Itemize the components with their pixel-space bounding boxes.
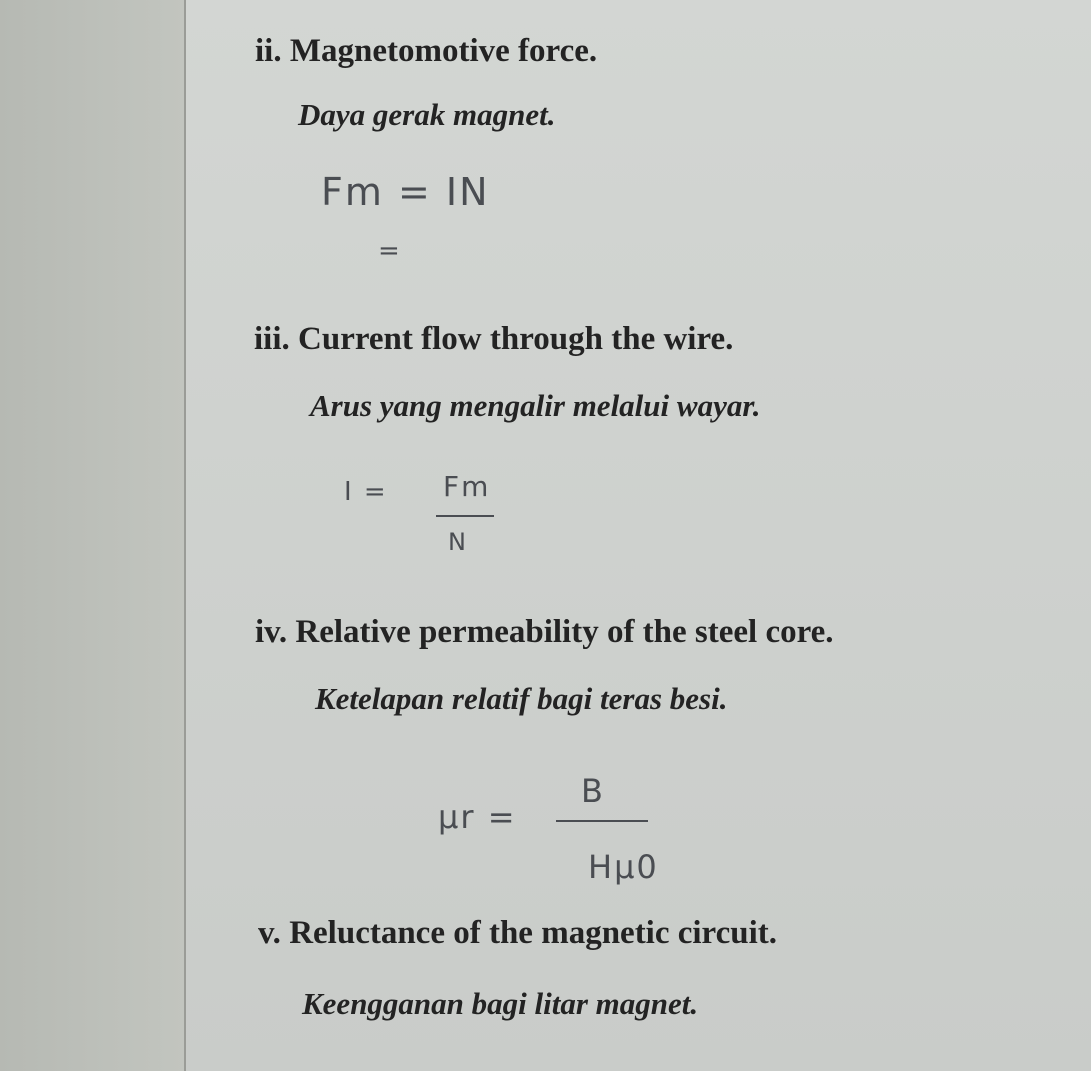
answer-iii-lhs: I = bbox=[344, 477, 388, 507]
question-ii-number: ii. bbox=[255, 33, 282, 69]
answer-ii-continuation: = bbox=[378, 236, 402, 266]
question-iii-number: iii. bbox=[254, 321, 290, 357]
question-iii-heading bbox=[254, 321, 733, 358]
question-iv-title: Relative permeability of the steel core. bbox=[295, 614, 834, 650]
answer-iv-denominator: Hμ0 bbox=[588, 848, 659, 886]
question-iii-title: Current flow through the wire. bbox=[298, 321, 734, 357]
question-v-heading bbox=[258, 915, 777, 952]
answer-iii-numerator: Fm bbox=[443, 470, 491, 503]
question-ii-heading bbox=[255, 33, 597, 70]
question-v-title: Reluctance of the magnetic circuit. bbox=[289, 915, 778, 951]
question-ii-translation: Daya gerak magnet. bbox=[298, 97, 556, 132]
question-ii-title: Magnetomotive force. bbox=[289, 33, 598, 69]
question-iv-number: iv. bbox=[255, 614, 288, 650]
paper-left-margin bbox=[0, 0, 185, 1071]
question-iv-heading bbox=[255, 614, 834, 651]
answer-ii-formula: Fm = IN bbox=[321, 170, 490, 214]
answer-iii-fraction-bar bbox=[436, 515, 494, 517]
answer-iv-numerator: B bbox=[581, 772, 605, 810]
question-iii-translation: Arus yang mengalir melalui wayar. bbox=[310, 388, 761, 423]
answer-iii-denominator: N bbox=[448, 528, 468, 556]
worksheet-page bbox=[186, 0, 1091, 1071]
answer-iv-fraction-bar bbox=[556, 820, 648, 822]
question-iv-translation: Ketelapan relatif bagi teras besi. bbox=[315, 681, 728, 716]
question-v-translation: Keengganan bagi litar magnet. bbox=[302, 986, 699, 1021]
question-v-number: v. bbox=[258, 915, 281, 951]
answer-iv-lhs: μr = bbox=[438, 798, 517, 836]
